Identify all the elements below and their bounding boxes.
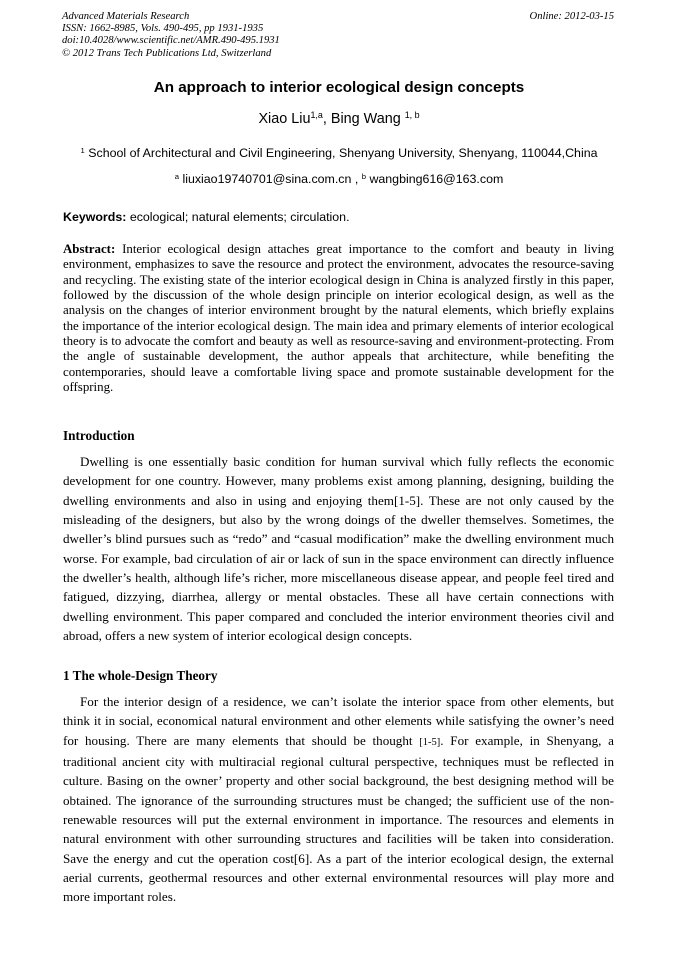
online-date: Online: 2012-03-15	[529, 11, 614, 22]
copyright-line: © 2012 Trans Tech Publications Ltd, Switzerland	[62, 47, 272, 59]
section-heading-text: 1 The whole-Design Theory	[63, 668, 218, 683]
introduction-paragraph: Dwelling is one essentially basic condition for human survival which fully reflects the economic development for one country. However, many problems exist among planning, designing, building the dwelling environments and also in using and enjoying them[1-5]. These are not only caused by the misleading of the designers, but also by the wrong doings of the dweller themselves. Sometimes, the dweller’s blind pursues such as “redo” and “casual modification” make the dwelling environment much worse. For example, bad circulation of air or lack of sun in the space environment can directly influence the dweller’s health, although life’s richer, more miscellaneous disease appear, and people feel tired and fatigued, dizzying, diarrhea, allergy or mental obstacles. These all have certain connections with dwelling environment. This paper compared and concluded the interior environment theories civil and abroad, offers a new system of interior ecological design concepts.	[63, 454, 614, 644]
author-name: Xiao Liu	[258, 111, 311, 127]
author-affiliation-mark: 1, b	[404, 110, 420, 121]
affiliation-text: School of Architectural and Civil Engineering, Shenyang University, Shenyang, 110044,China	[88, 146, 598, 160]
keywords	[63, 210, 350, 224]
abstract-text: Interior ecological design attaches great importance to the comfort and beauty in living environment, emphasizes to save the resource and protect the environment, advocates the resource-saving and recycling. The existing state of the interior ecological design in China is analyzed firstly in this paper, followed by the discussion of the whole design principle on interior ecological design, as well as the analysis on the changes of interior environment brought by the natural elements, which briefly explains the importance of the interior ecological design. The main idea and primary elements of interior ecological theory is to advocate the comfort and beauty as well as resource-saving and environment-protecting. From the angle of sustainable development, the author appeals that architecture, while benefiting the contemporaries, should leave a comfortable living space and promote sustainable development for the offspring.	[63, 242, 614, 395]
email-separator: ,	[351, 172, 362, 186]
author-separator: ,	[322, 111, 331, 127]
affiliation-mark: 1	[80, 145, 85, 155]
author-name: Bing Wang	[330, 111, 401, 127]
author-affiliation-mark: 1,a	[310, 110, 323, 121]
email-link[interactable]: wangbing616@163.com	[369, 172, 504, 186]
keywords-label: Keywords:	[63, 210, 127, 224]
email-mark: b	[361, 171, 366, 181]
keywords-text: ecological; natural elements; circulation.	[129, 210, 350, 224]
email-link[interactable]: liuxiao19740701@sina.com.cn	[182, 172, 352, 186]
affiliation	[0, 146, 678, 160]
paragraph-text: For the interior design of a residence, we can’t isolate the interior space from other elements, but think it in social, economical natural environment and other elements while satisfying the owner’s need for housing. There are many elements that should be thought	[63, 694, 614, 748]
author-emails	[0, 172, 678, 186]
journal-header	[62, 11, 280, 60]
paragraph-text: . For example, in Shenyang, a traditional ancient city with multiracial regional cultural perspective, techniques must be reflected in culture. Basing on the owner’ property and other social background, the best designing method will be obtained. The ignorance of the surrounding structures must be changed; the sufficient use of the non-renewable resources will put the external environment in importance. The resources and elements in natural environment with other surrounding structures and facilities will be taken into consideration. Save the energy and cut the operation cost[6]. As a part of the interior ecological design, the external aerial currents, geothermal resources and other external environmental resources will play more and more important roles.	[63, 732, 614, 905]
section-heading-whole-design-theory	[63, 668, 217, 684]
citation: [1-5]	[419, 736, 441, 748]
section-heading-introduction: Introduction	[63, 428, 135, 443]
abstract-label: Abstract:	[63, 242, 116, 256]
journal-name: Advanced Materials Research	[62, 11, 190, 22]
issn-line: ISSN: 1662-8985, Vols. 490-495, pp 1931-1935	[62, 23, 264, 35]
abstract	[63, 242, 614, 395]
author-list	[0, 111, 678, 127]
doi-line: doi:10.4028/www.scientific.net/AMR.490-495.1931	[62, 35, 280, 47]
paper-title: An approach to interior ecological design concepts	[153, 79, 525, 96]
whole-design-paragraph	[63, 692, 614, 907]
email-mark: a	[174, 171, 179, 181]
